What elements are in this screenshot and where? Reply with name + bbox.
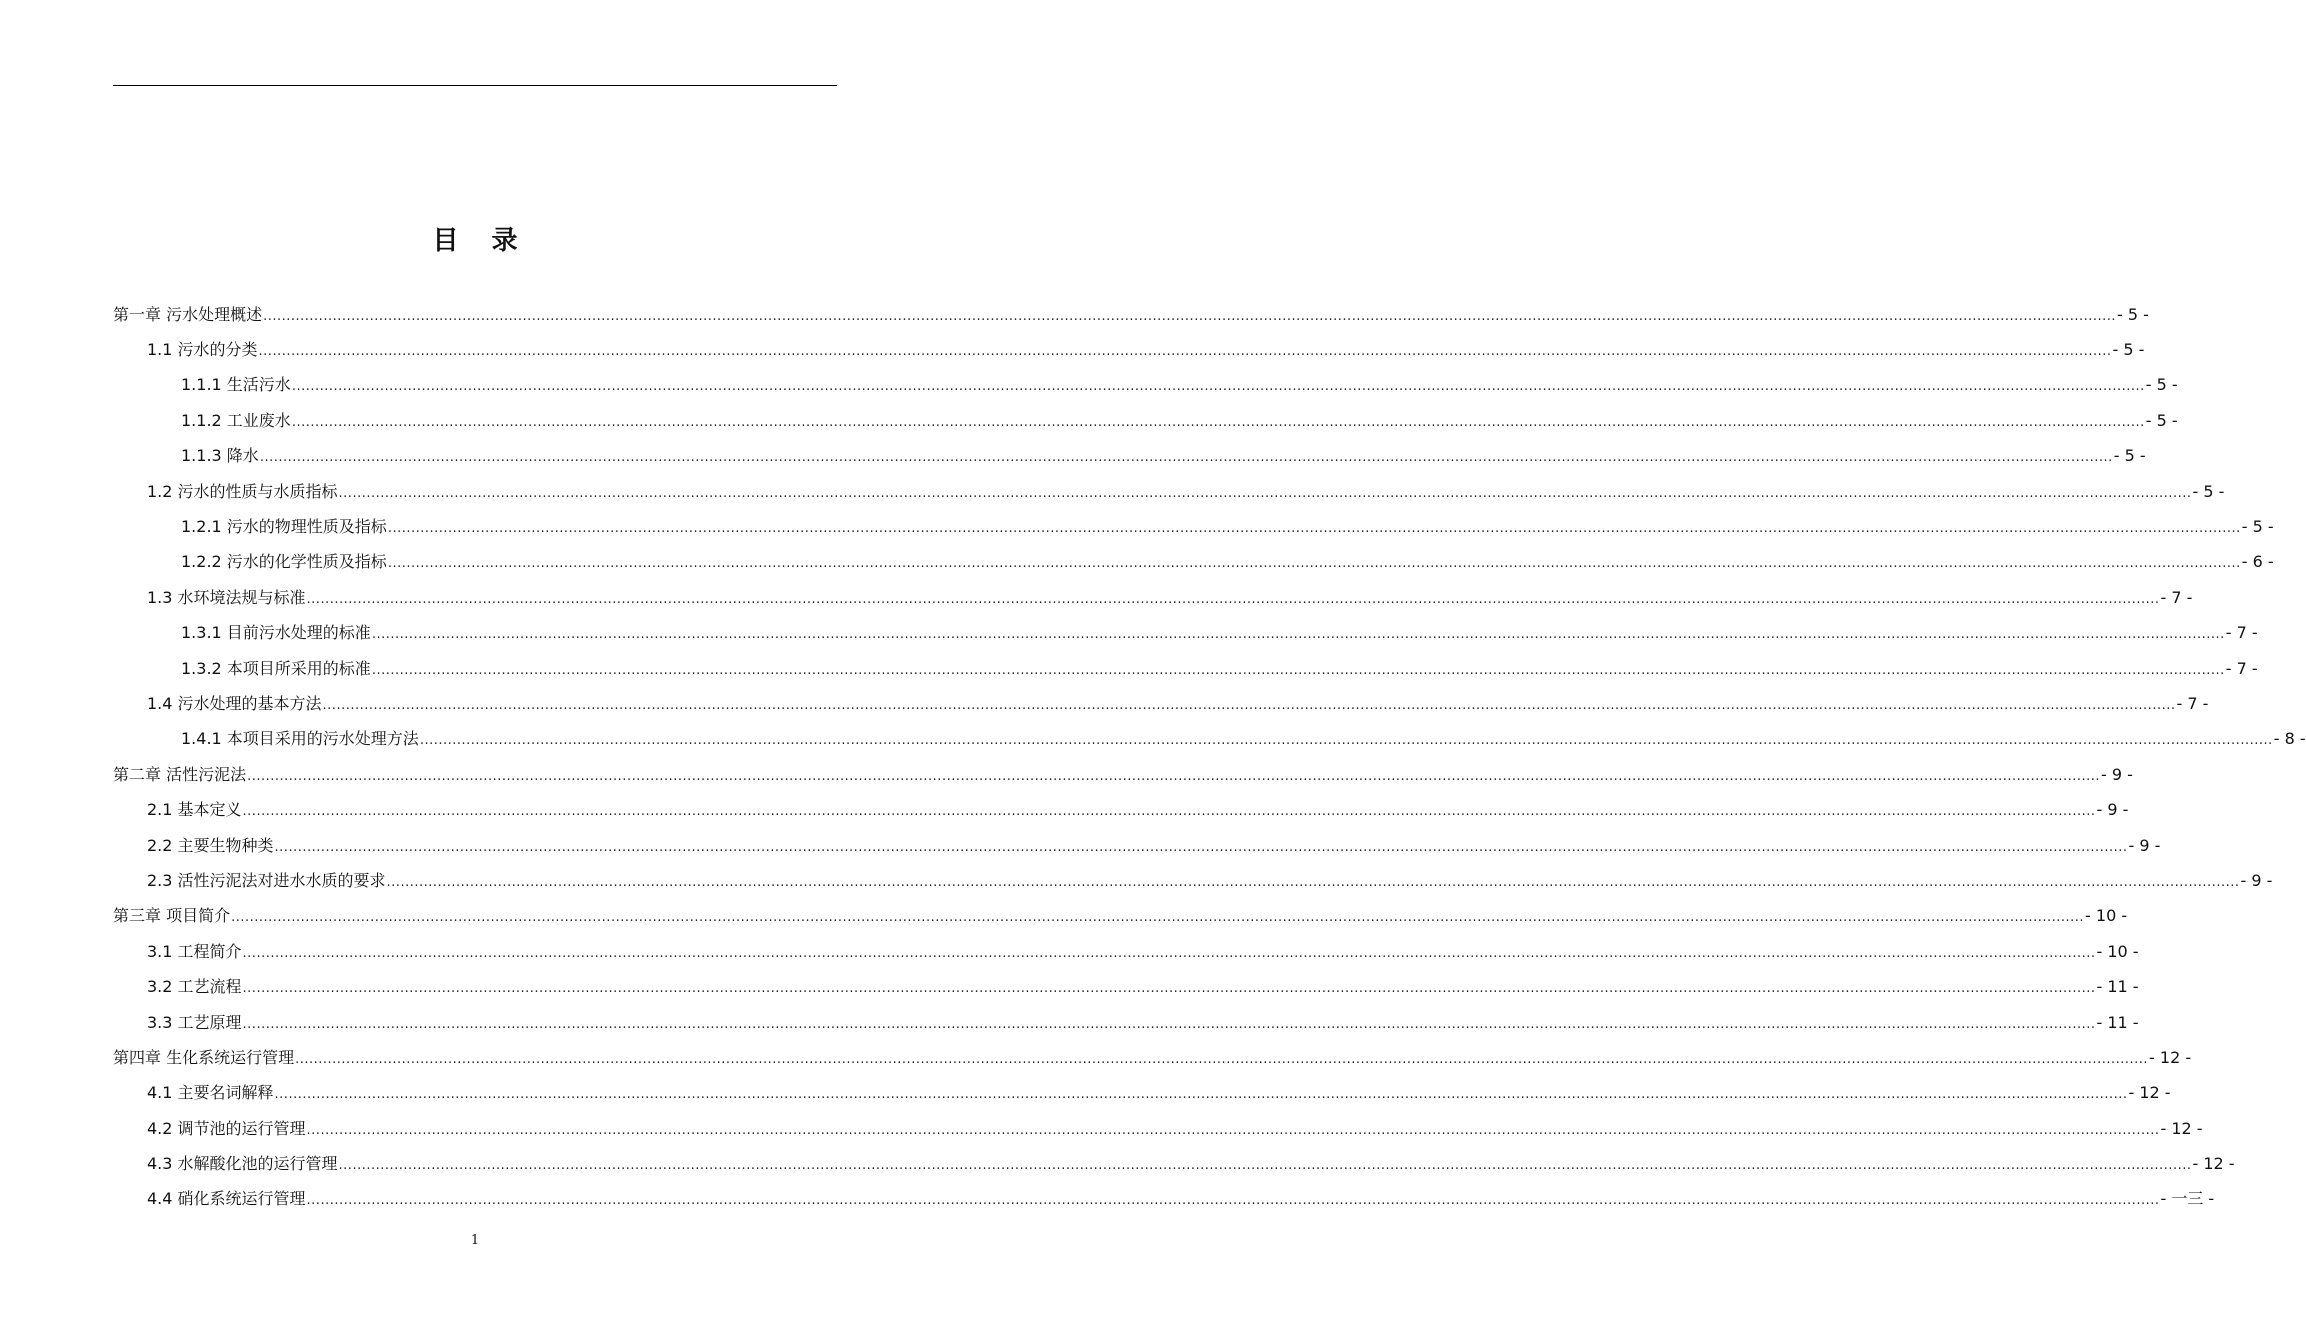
toc-entry-page: - 5 - [2117,304,2149,324]
toc-entry-label: 1.3.1 目前污水处理的标准 [181,623,371,643]
dot-leader: ................................................................................................................................................................................................................................................................................................................................................................................................................ [263,308,2117,324]
toc-entry-label: 1.2 污水的性质与水质指标 [147,481,338,501]
toc-entry[interactable] [113,545,2274,580]
toc-entry-label: 1.3 水环境法规与标准 [147,587,306,607]
toc-entry[interactable] [113,332,2145,367]
toc-entry-label: 1.2.1 污水的物理性质及指标 [181,517,387,537]
toc-entry[interactable] [113,509,2274,544]
dot-leader: ................................................................................................................................................................................................................................................................................................................................................................................................................ [387,556,2241,572]
toc-entry-label: 第三章 项目简介 [113,906,231,926]
page-number: 1 [470,1233,480,1248]
toc-entry-label: 2.2 主要生物种类 [147,835,274,855]
toc-entry[interactable] [113,368,2178,403]
dot-leader: ................................................................................................................................................................................................................................................................................................................................................................................................................ [371,627,2225,643]
toc-entry[interactable] [113,934,2139,969]
toc-entry-label: 第四章 生化系统运行管理 [113,1047,295,1067]
toc-entry-label: 2.1 基本定义 [147,800,242,820]
toc-entry-label: 1.1.1 生活污水 [181,375,291,395]
dot-leader: ................................................................................................................................................................................................................................................................................................................................................................................................................ [295,1051,2149,1067]
toc-entry-label: 1.3.2 本项目所采用的标准 [181,658,371,678]
toc-entry-page: - 8 - [2273,729,2306,749]
dot-leader: ................................................................................................................................................................................................................................................................................................................................................................................................................ [386,874,2240,890]
toc-entry[interactable] [113,439,2146,474]
dot-leader: ................................................................................................................................................................................................................................................................................................................................................................................................................ [242,981,2096,997]
toc-entry[interactable] [113,580,2193,615]
dot-leader: ................................................................................................................................................................................................................................................................................................................................................................................................................ [338,485,2192,501]
dot-leader: ................................................................................................................................................................................................................................................................................................................................................................................................................ [291,414,2145,430]
table-of-contents [113,297,2306,1217]
toc-entry[interactable] [113,616,2258,651]
toc-entry-page: - 9 - [2240,870,2273,890]
toc-entry[interactable] [113,969,2139,1004]
dot-leader: ................................................................................................................................................................................................................................................................................................................................................................................................................ [338,1158,2192,1174]
toc-entry-label: 4.3 水解酸化池的运行管理 [147,1154,338,1174]
toc-entry-label: 3.1 工程简介 [147,941,242,961]
toc-entry[interactable] [113,1005,2139,1040]
toc-entry-page: - 5 - [2145,410,2178,430]
toc-entry-page: - 一三 - [2160,1189,2215,1209]
dot-leader: ................................................................................................................................................................................................................................................................................................................................................................................................................ [306,591,2160,607]
dot-leader: ................................................................................................................................................................................................................................................................................................................................................................................................................ [274,1087,2128,1103]
toc-entry-label: 1.1.3 降水 [181,446,259,466]
dot-leader: ................................................................................................................................................................................................................................................................................................................................................................................................................ [274,839,2128,855]
dot-leader: ................................................................................................................................................................................................................................................................................................................................................................................................................ [306,1122,2160,1138]
toc-entry-page: - 7 - [2225,623,2258,643]
header-rule [113,85,837,86]
toc-entry[interactable] [113,757,2133,792]
dot-leader: ................................................................................................................................................................................................................................................................................................................................................................................................................ [371,662,2225,678]
toc-entry-page: - 12 - [2149,1047,2192,1067]
toc-title: 目 录 [432,226,530,256]
toc-entry-page: - 7 - [2225,658,2258,678]
toc-entry-label: 4.1 主要名词解释 [147,1083,274,1103]
toc-entry[interactable] [113,297,2149,332]
dot-leader: ................................................................................................................................................................................................................................................................................................................................................................................................................ [231,910,2085,926]
toc-entry[interactable] [113,1182,2215,1217]
toc-entry[interactable] [113,474,2225,509]
toc-entry[interactable] [113,651,2258,686]
toc-entry-label: 1.4 污水处理的基本方法 [147,693,322,713]
toc-entry-label: 第一章 污水处理概述 [113,304,263,324]
toc-entry-page: - 7 - [2176,693,2209,713]
toc-entry-page: - 5 - [2145,375,2178,395]
toc-entry-page: - 9 - [2096,800,2129,820]
toc-entry-page: - 5 - [2113,446,2146,466]
dot-leader: ................................................................................................................................................................................................................................................................................................................................................................................................................ [387,521,2241,537]
toc-entry[interactable] [113,792,2129,827]
toc-entry[interactable] [113,899,2128,934]
toc-entry-page: - 6 - [2241,552,2274,572]
toc-entry-label: 4.2 调节池的运行管理 [147,1118,306,1138]
toc-entry-page: - 12 - [2128,1083,2171,1103]
toc-entry-label: 第二章 活性污泥法 [113,764,247,784]
toc-entry-page: - 10 - [2096,941,2139,961]
toc-entry[interactable] [113,1146,2235,1181]
toc-entry-page: - 12 - [2192,1154,2235,1174]
dot-leader: ................................................................................................................................................................................................................................................................................................................................................................................................................ [242,1016,2096,1032]
toc-entry-label: 3.2 工艺流程 [147,977,242,997]
dot-leader: ................................................................................................................................................................................................................................................................................................................................................................................................................ [419,733,2273,749]
toc-entry-label: 1.2.2 污水的化学性质及指标 [181,552,387,572]
dot-leader: ................................................................................................................................................................................................................................................................................................................................................................................................................ [259,450,2113,466]
toc-entry-page: - 9 - [2128,835,2161,855]
toc-entry-label: 1.1.2 工业废水 [181,410,291,430]
dot-leader: ................................................................................................................................................................................................................................................................................................................................................................................................................ [242,804,2096,820]
dot-leader: ................................................................................................................................................................................................................................................................................................................................................................................................................ [242,945,2096,961]
toc-entry-label: 4.4 硝化系统运行管理 [147,1189,306,1209]
toc-entry-label: 1.1 污水的分类 [147,340,258,360]
dot-leader: ................................................................................................................................................................................................................................................................................................................................................................................................................ [306,1193,2160,1209]
toc-entry[interactable] [113,828,2161,863]
toc-entry-page: - 11 - [2096,977,2139,997]
toc-entry-page: - 11 - [2096,1012,2139,1032]
toc-entry-label: 3.3 工艺原理 [147,1012,242,1032]
toc-entry-page: - 5 - [2192,481,2225,501]
toc-entry[interactable] [113,1076,2171,1111]
toc-entry-page: - 7 - [2160,587,2193,607]
dot-leader: ................................................................................................................................................................................................................................................................................................................................................................................................................ [291,379,2145,395]
dot-leader: ................................................................................................................................................................................................................................................................................................................................................................................................................ [322,697,2176,713]
toc-entry-page: - 12 - [2160,1118,2203,1138]
toc-entry-label: 1.4.1 本项目采用的污水处理方法 [181,729,419,749]
toc-entry[interactable] [113,722,2306,757]
toc-entry[interactable] [113,686,2209,721]
toc-entry[interactable] [113,1040,2192,1075]
toc-entry-page: - 5 - [2241,517,2274,537]
toc-entry-page: - 9 - [2101,764,2133,784]
toc-entry[interactable] [113,403,2178,438]
dot-leader: ................................................................................................................................................................................................................................................................................................................................................................................................................ [258,344,2112,360]
toc-entry[interactable] [113,863,2273,898]
toc-entry-page: - 10 - [2085,906,2128,926]
toc-entry-label: 2.3 活性污泥法对进水水质的要求 [147,870,386,890]
toc-entry-page: - 5 - [2112,340,2145,360]
dot-leader: ................................................................................................................................................................................................................................................................................................................................................................................................................ [247,768,2101,784]
toc-entry[interactable] [113,1111,2203,1146]
